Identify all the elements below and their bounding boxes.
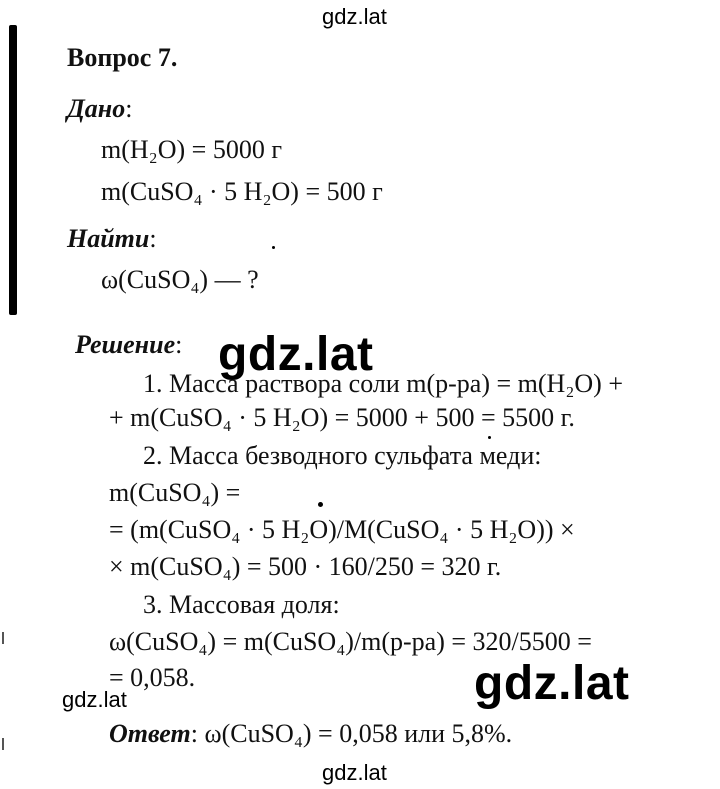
watermark-bottom: gdz.lat (322, 760, 387, 785)
solution-line-6: × m(CuSO₄) = 500 · 160/250 = 320 г. (109, 552, 502, 581)
solution-heading-line (75, 330, 182, 360)
stray-dot (488, 436, 491, 439)
solution-line-1: 1. Масса раствора соли m(р-ра) = m(H₂O) + (143, 369, 623, 398)
solution-line-7: 3. Массовая доля: (143, 590, 340, 619)
given-heading: Дано (67, 94, 126, 123)
given-colon: : (125, 94, 133, 123)
margin-bar (9, 25, 17, 315)
find-colon: : (149, 224, 157, 253)
solution-line-9: = 0,058. (109, 663, 196, 692)
watermark-left: gdz.lat (62, 687, 127, 712)
answer-heading: Ответ (109, 719, 191, 748)
given-heading-line (67, 94, 132, 124)
find-heading-line (67, 224, 157, 254)
solution-heading: Решение (75, 330, 176, 359)
find-heading: Найти (67, 224, 150, 253)
stray-dot (272, 246, 275, 249)
answer-line (109, 719, 512, 749)
margin-tick (2, 632, 4, 644)
answer-text: ω(CuSO₄) = 0,058 или 5,8%. (197, 719, 513, 748)
solution-colon: : (175, 330, 183, 359)
watermark-center: gdz.lat (218, 328, 374, 381)
answer-colon: : (190, 719, 198, 748)
solution-line-2: + m(CuSO₄ · 5 H₂O) = 5000 + 500 = 5500 г. (109, 403, 575, 432)
given-line-1: m(H₂O) = 5000 г (101, 135, 282, 164)
stray-dot (318, 502, 323, 507)
solution-line-8: ω(CuSO₄) = m(CuSO₄)/m(р-ра) = 320/5500 = (109, 627, 592, 656)
margin-tick (2, 738, 4, 750)
watermark-right: gdz.lat (474, 657, 630, 710)
solution-line-3: 2. Масса безводного сульфата меди: (143, 441, 542, 470)
solution-line-5: = (m(CuSO₄ · 5 H₂O)/M(CuSO₄ · 5 H₂O)) × (109, 515, 575, 544)
question-title: Вопрос 7. (67, 43, 178, 72)
given-line-2: m(CuSO₄ · 5 H₂O) = 500 г (101, 177, 383, 206)
find-line-1: ω(CuSO₄) — ? (101, 265, 259, 294)
watermark-top: gdz.lat (322, 4, 387, 29)
solution-line-4: m(CuSO₄) = (109, 478, 241, 507)
